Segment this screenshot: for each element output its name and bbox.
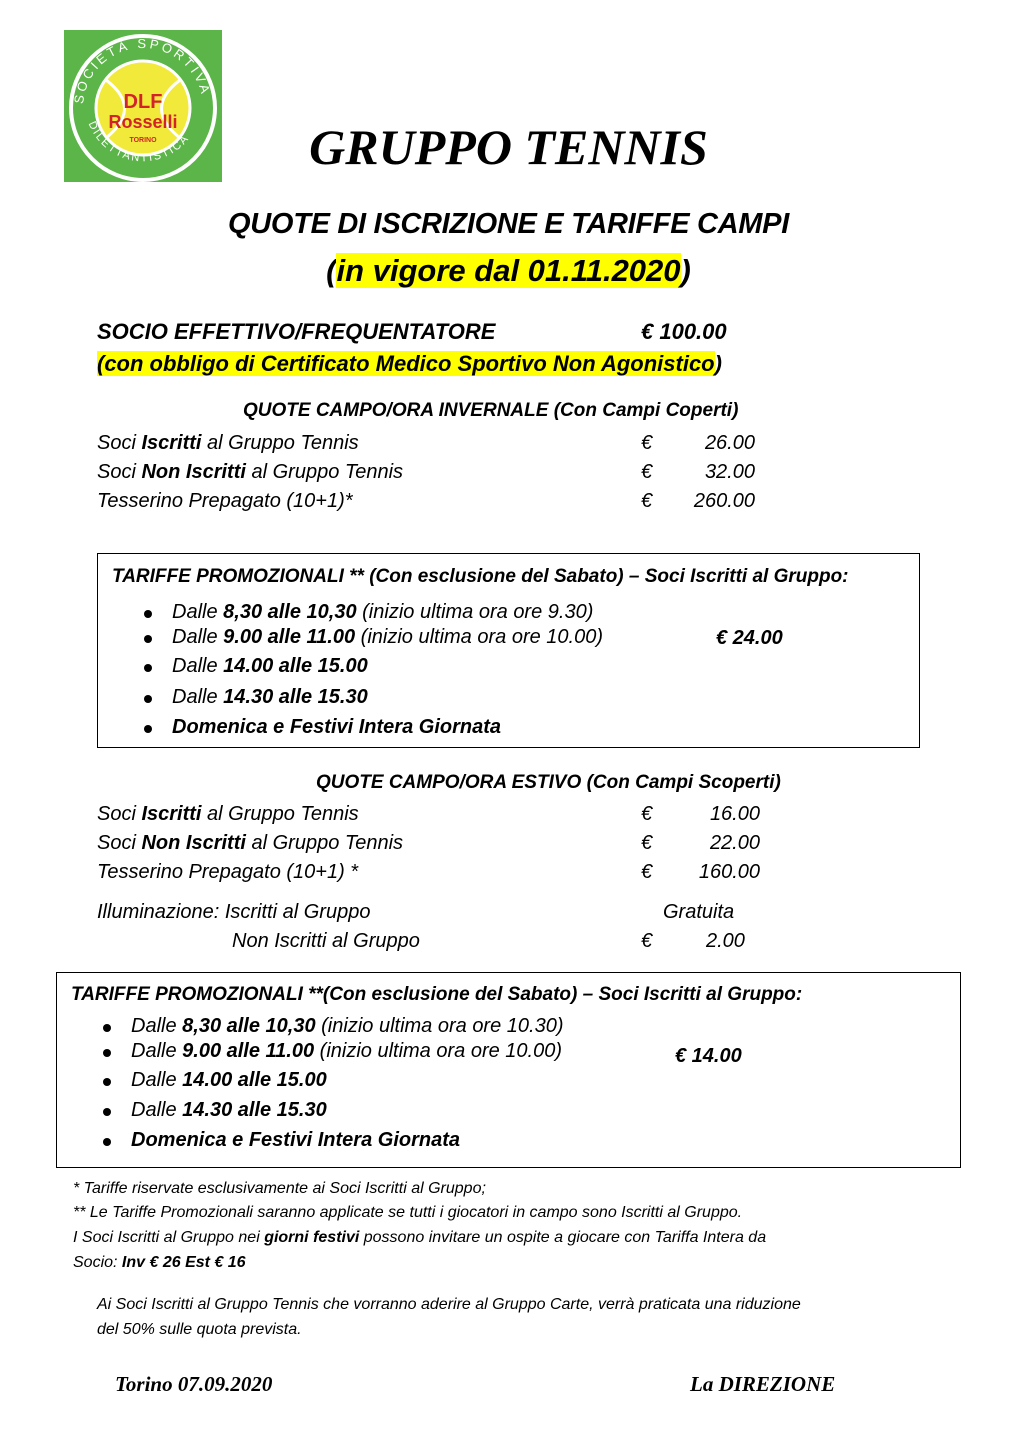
summer-rate-label: Tesserino Prepagato (10+1) * bbox=[97, 861, 359, 883]
note-4: Socio: Inv € 26 Est € 16 bbox=[73, 1254, 246, 1271]
membership-price: € 100.00 bbox=[641, 319, 727, 344]
winter-heading: QUOTE CAMPO/ORA INVERNALE (Con Campi Coperti) bbox=[243, 400, 739, 421]
logo-ring-text: SOCIETÀ SPORTIVA bbox=[70, 35, 214, 105]
winter-rate-label: Tesserino Prepagato (10+1)* bbox=[97, 490, 353, 512]
bullet-icon bbox=[144, 664, 152, 672]
summer-rate-currency: € bbox=[641, 803, 653, 825]
winter-rate-label: Soci Iscritti al Gruppo Tennis bbox=[97, 432, 359, 454]
promo_summer-item: Domenica e Festivi Intera Giornata bbox=[131, 1129, 460, 1151]
bullet-icon bbox=[144, 695, 152, 703]
note-6: del 50% sulle quota prevista. bbox=[97, 1321, 302, 1338]
summer-rate-currency: € bbox=[641, 832, 653, 854]
promo_winter-item: Domenica e Festivi Intera Giornata bbox=[172, 716, 501, 738]
bullet-icon bbox=[103, 1108, 111, 1116]
promo_winter-item: Dalle 14.00 alle 15.00 bbox=[172, 655, 368, 677]
winter-rate-amount: 260.00 bbox=[693, 490, 755, 512]
bullet-icon bbox=[144, 635, 152, 643]
logo-line2: Rosselli bbox=[108, 112, 178, 132]
summer-rate-currency: € bbox=[641, 861, 653, 883]
lighting-non-currency: € bbox=[641, 930, 653, 952]
winter-rate-currency: € bbox=[641, 490, 653, 512]
lighting-free: Gratuita bbox=[663, 901, 735, 923]
promo-winter-heading: TARIFFE PROMOZIONALI ** (Con esclusione del Sabato) – Soci Iscritti al Gruppo: bbox=[112, 566, 849, 587]
promo_summer-item: Dalle 14.30 alle 15.30 bbox=[131, 1099, 327, 1121]
promo_winter-item: Dalle 14.30 alle 15.30 bbox=[172, 686, 368, 708]
membership-note: (con obbligo di Certificato Medico Sportivo Non Agonistico) bbox=[97, 351, 722, 376]
logo-line1: DLF bbox=[123, 91, 163, 113]
winter-rate-currency: € bbox=[641, 461, 653, 483]
validity-date: (in vigore dal 01.11.2020) bbox=[326, 253, 691, 288]
promo_summer-item: Dalle 8,30 alle 10,30 (inizio ultima ora ore 10.30) bbox=[131, 1015, 564, 1037]
promo-summer-price: € 14.00 bbox=[675, 1045, 742, 1067]
summer-rate-label: Soci Non Iscritti al Gruppo Tennis bbox=[97, 832, 404, 854]
note-5: Ai Soci Iscritti al Gruppo Tennis che vorranno aderire al Gruppo Carte, verrà praticata una riduzione bbox=[97, 1296, 801, 1313]
winter-rate-currency: € bbox=[641, 432, 653, 454]
promo_summer-item: Dalle 9.00 alle 11.00 (inizio ultima ora ore 10.00) bbox=[131, 1040, 562, 1062]
logo-city: TORINO bbox=[129, 137, 157, 144]
promo_winter-item: Dalle 8,30 alle 10,30 (inizio ultima ora ore 9.30) bbox=[172, 601, 594, 623]
bullet-icon bbox=[144, 725, 152, 733]
svg-text:DILETTANTISTICA: DILETTANTISTICA bbox=[85, 119, 193, 165]
summer-heading: QUOTE CAMPO/ORA ESTIVO (Con Campi Scoperti) bbox=[316, 772, 781, 793]
lighting-non-label: Non Iscritti al Gruppo bbox=[232, 930, 420, 952]
promo-winter-price: € 24.00 bbox=[716, 627, 783, 649]
summer-rate-amount: 22.00 bbox=[709, 832, 760, 854]
promo_summer-item: Dalle 14.00 alle 15.00 bbox=[131, 1069, 327, 1091]
note-1: * Tariffe riservate esclusivamente ai Soci Iscritti al Gruppo; bbox=[73, 1180, 486, 1197]
lighting-label: Illuminazione: Iscritti al Gruppo bbox=[97, 901, 371, 923]
winter-rate-amount: 26.00 bbox=[704, 432, 755, 454]
promo_winter-item: Dalle 9.00 alle 11.00 (inizio ultima ora ore 10.00) bbox=[172, 626, 603, 648]
membership-label: SOCIO EFFETTIVO/FREQUENTATORE bbox=[97, 319, 496, 344]
promo-summer-heading: TARIFFE PROMOZIONALI **(Con esclusione del Sabato) – Soci Iscritti al Gruppo: bbox=[71, 984, 803, 1005]
note-3: I Soci Iscritti al Gruppo nei giorni festivi possono invitare un ospite a giocare con Tariffa Intera da bbox=[73, 1229, 767, 1246]
bullet-icon bbox=[103, 1024, 111, 1032]
bullet-icon bbox=[103, 1049, 111, 1057]
page-subtitle: QUOTE DI ISCRIZIONE E TARIFFE CAMPI bbox=[228, 208, 789, 240]
lighting-non-amount: 2.00 bbox=[706, 930, 745, 952]
bullet-icon bbox=[103, 1138, 111, 1146]
bullet-icon bbox=[103, 1078, 111, 1086]
winter-rate-label: Soci Non Iscritti al Gruppo Tennis bbox=[97, 461, 404, 483]
note-2: ** Le Tariffe Promozionali saranno applicate se tutti i giocatori in campo sono Iscritti al Gruppo. bbox=[73, 1204, 743, 1221]
page-title: GRUPPO TENNIS bbox=[309, 119, 708, 175]
winter-rate-amount: 32.00 bbox=[704, 461, 755, 483]
summer-rate-amount: 16.00 bbox=[709, 803, 760, 825]
footer-signature: La DIREZIONE bbox=[690, 1372, 836, 1396]
bullet-icon bbox=[144, 610, 152, 618]
footer-place-date: Torino 07.09.2020 bbox=[115, 1372, 273, 1396]
summer-rate-label: Soci Iscritti al Gruppo Tennis bbox=[97, 803, 359, 825]
summer-rate-amount: 160.00 bbox=[698, 861, 760, 883]
